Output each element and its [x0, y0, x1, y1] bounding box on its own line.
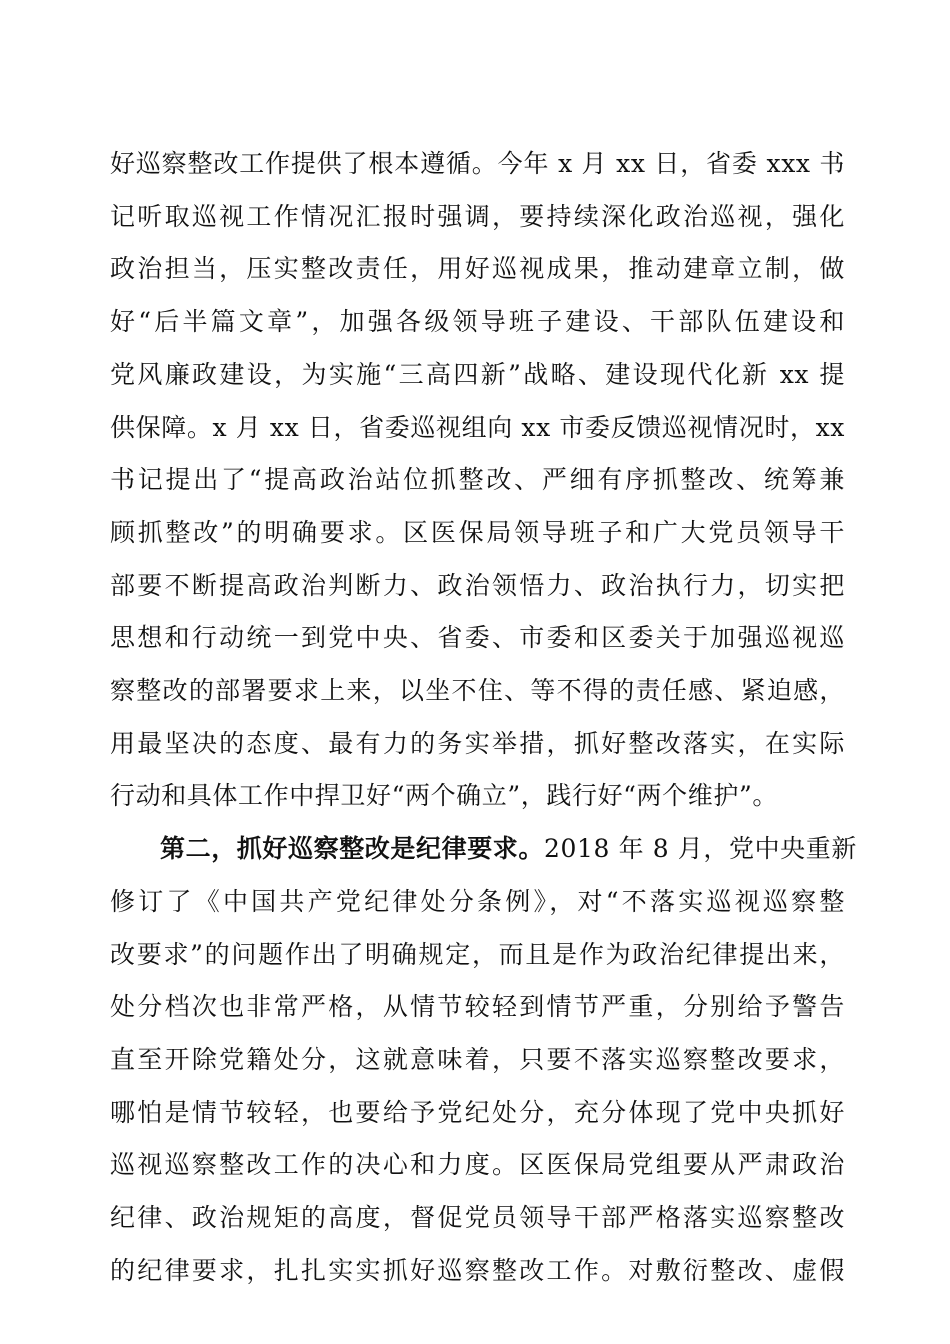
text-line: 察整改的部署要求上来，以坐不住、等不得的责任感、紧迫感，	[110, 676, 845, 706]
text-line: 处分档次也非常严格，从情节较轻到情节严重，分别给予警告	[110, 992, 845, 1022]
text-line: 的纪律要求，扎扎实实抓好巡察整改工作。对敷衍整改、虚假	[110, 1255, 845, 1285]
text-line: 修订了《中国共产党纪律处分条例》，对“不落实巡视巡察整	[110, 886, 845, 916]
text-line: 顾抓整改”的明确要求。区医保局领导班子和广大党员领导干	[110, 517, 845, 547]
section-heading: 第二，抓好巡察整改是纪律要求。	[160, 834, 545, 864]
text-line: 思想和行动统一到党中央、省委、市委和区委关于加强巡视巡	[110, 623, 845, 653]
text-line: 改要求”的问题作出了明确规定，而且是作为政治纪律提出来，	[110, 939, 845, 969]
heading-continuation: 2018 年 8 月，党中央重新	[544, 834, 857, 864]
paragraph-political-guidance	[110, 138, 845, 823]
paragraph-discipline-requirement	[110, 823, 857, 1297]
text-line: 政治担当，压实整改责任，用好巡视成果，推动建章立制，做	[110, 254, 845, 284]
text-line: 直至开除党籍处分，这就意味着，只要不落实巡察整改要求，	[110, 1044, 845, 1074]
text-line: 巡视巡察整改工作的决心和力度。区医保局党组要从严肃政治	[110, 1150, 845, 1180]
text-line: 哪怕是情节较轻，也要给予党纪处分，充分体现了党中央抓好	[110, 1097, 845, 1127]
text-line: 供保障。x 月 xx 日，省委巡视组向 xx 市委反馈巡视情况时，xx	[110, 412, 845, 442]
paragraph-first-line	[110, 823, 857, 876]
text-line: 用最坚决的态度、最有力的务实举措，抓好整改落实，在实际	[110, 728, 845, 758]
text-line: 好“后半篇文章”，加强各级领导班子建设、干部队伍建设和	[110, 307, 845, 337]
text-line: 好巡察整改工作提供了根本遵循。今年 x 月 xx 日，省委 xxx 书	[110, 149, 845, 178]
document-body	[110, 138, 857, 1297]
text-line: 行动和具体工作中捍卫好“两个确立”，践行好“两个维护”。	[110, 781, 778, 811]
text-line: 记听取巡视工作情况汇报时强调，要持续深化政治巡视，强化	[110, 201, 845, 231]
text-line: 纪律、政治规矩的高度，督促党员领导干部严格落实巡察整改	[110, 1203, 845, 1233]
text-line: 书记提出了“提高政治站位抓整改、严细有序抓整改、统筹兼	[110, 465, 845, 495]
text-line: 部要不断提高政治判断力、政治领悟力、政治执行力，切实把	[110, 570, 845, 600]
text-line: 党风廉政建设，为实施“三高四新”战略、建设现代化新 xx 提	[110, 359, 845, 389]
